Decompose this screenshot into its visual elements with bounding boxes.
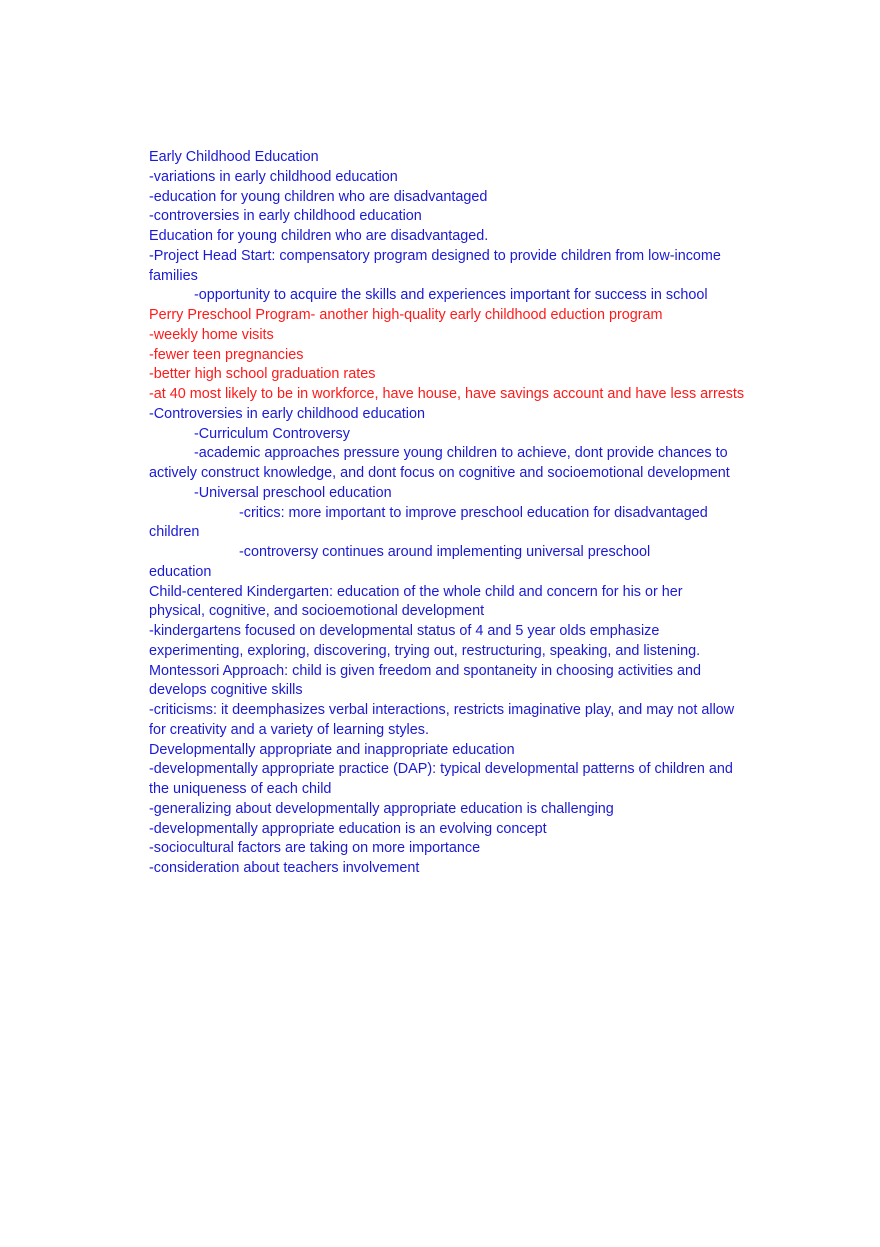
note-line: -education for young children who are disadvantaged [149, 188, 488, 205]
note-subline: -Universal preschool education [194, 484, 392, 501]
highlight-line: -weekly home visits [149, 326, 274, 343]
section-heading: Developmentally appropriate and inappropriate education [149, 741, 515, 758]
note-subline: -Curriculum Controversy [194, 425, 350, 442]
highlight-line: -better high school graduation rates [149, 366, 376, 383]
note-line: -Controversies in early childhood education [149, 405, 425, 422]
section-heading: Montessori Approach: child is given freedom and spontaneity in choosing activities and develops cognitive skills [149, 662, 701, 699]
note-line: -kindergartens focused on developmental status of 4 and 5 year olds emphasize experimenting, exploring, discovering, trying out, restructuring, speaking, and listening. [149, 623, 701, 659]
highlight-line: Perry Preschool Program- another high-quality early childhood eduction program [149, 307, 663, 323]
note-line: -controversies in early childhood education [149, 208, 422, 225]
note-subline: -opportunity to acquire the skills and experiences important for success in school [194, 287, 708, 304]
section-heading: Child-centered Kindergarten: education of the whole child and concern for his or her physical, cognitive, and socioemotional development [149, 583, 683, 620]
note-line: -generalizing about developmentally appropriate education is challenging [149, 800, 614, 817]
section-heading: Education for young children who are disadvantaged. [149, 228, 489, 244]
document-title: Early Childhood Education [149, 149, 319, 165]
note-subsubline: -critics: more important to improve preschool education for disadvantaged children [149, 504, 708, 541]
note-subsubline: -controversy continues around implementing universal preschool education [149, 544, 651, 580]
notes-body [149, 148, 749, 879]
note-line: -criticisms: it deemphasizes verbal interactions, restricts imaginative play, and may not allow for creativity and a variety of learning styles. [149, 702, 735, 738]
note-line: -variations in early childhood education [149, 168, 398, 185]
note-subline: -academic approaches pressure young children to achieve, dont provide chances to actively construct knowledge, and dont focus on cognitive and socioemotional development [149, 445, 730, 481]
note-line: -Project Head Start: compensatory program designed to provide children from low-income families [149, 247, 721, 284]
highlight-line: -at 40 most likely to be in workforce, have house, have savings account and have less arrests [149, 386, 745, 402]
note-line: -consideration about teachers involvement [149, 860, 420, 876]
note-line: -developmentally appropriate education is an evolving concept [149, 820, 547, 837]
note-line: -developmentally appropriate practice (DAP): typical developmental patterns of children and the uniqueness of each child [149, 761, 733, 797]
highlight-line: -fewer teen pregnancies [149, 346, 304, 363]
note-line: -sociocultural factors are taking on more importance [149, 840, 481, 857]
